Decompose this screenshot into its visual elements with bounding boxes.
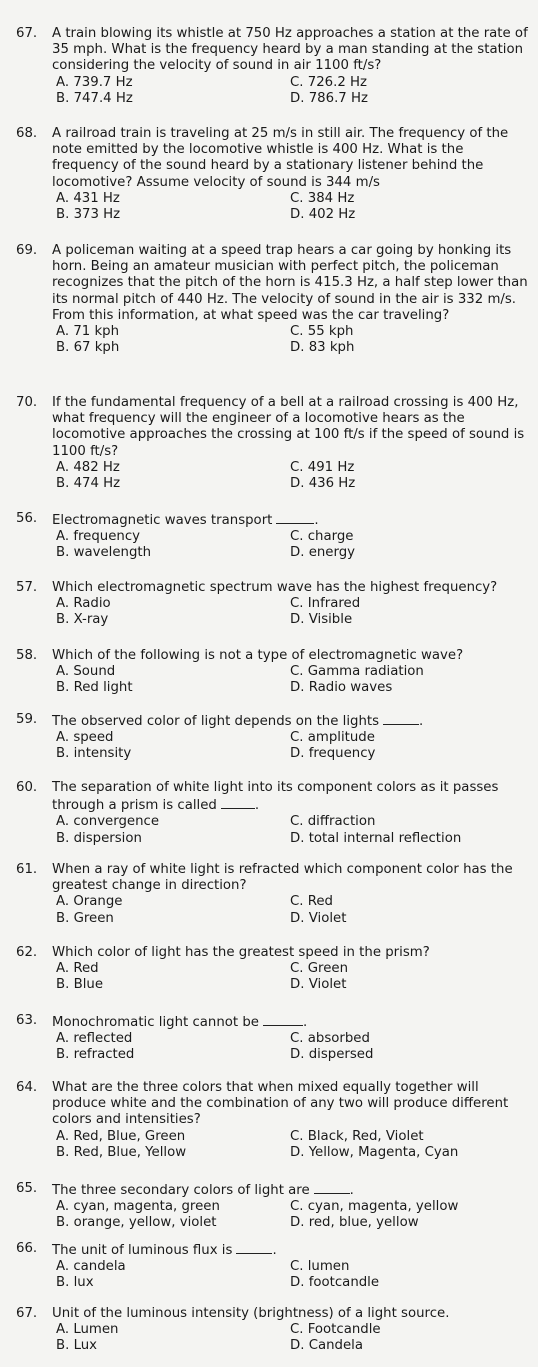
- question-text: [52, 395, 528, 460]
- question-item: [16, 1241, 528, 1292]
- question-stem: The three secondary colors of light are: [52, 1183, 310, 1198]
- question-number: 70.: [16, 395, 38, 410]
- answer-option: D. 402 Hz: [290, 207, 356, 223]
- question-item: [16, 511, 528, 562]
- question-punctuation: .: [419, 714, 424, 729]
- question-text: [52, 648, 528, 664]
- question-number: 63.: [16, 1013, 38, 1028]
- answer-option: C. Red: [290, 894, 334, 910]
- question-punctuation: .: [254, 798, 260, 814]
- answer-option: D. Radio waves: [290, 680, 393, 696]
- question-number: 66.: [16, 1241, 38, 1256]
- question-item: [16, 945, 528, 994]
- options-grid: [56, 1322, 528, 1354]
- answer-blank: [236, 1241, 272, 1254]
- question-punctuation: .: [349, 1183, 354, 1198]
- question-punctuation: .: [314, 513, 319, 528]
- question-number: 60.: [16, 780, 38, 795]
- question-number: 62.: [16, 945, 38, 960]
- question-header: [16, 1241, 528, 1259]
- options-grid: [56, 1031, 528, 1063]
- answer-blank: [221, 796, 255, 809]
- answer-option: C. Infrared: [290, 596, 361, 612]
- question-stem: The unit of luminous flux is: [52, 1243, 233, 1258]
- question-item: [16, 243, 528, 356]
- question-item: [16, 712, 528, 763]
- answer-option: D. dispersed: [290, 1047, 374, 1063]
- question-punctuation: .: [272, 1243, 277, 1258]
- options-grid: [56, 730, 528, 762]
- question-stem: A railroad train is traveling at 25 m/s in still air. The frequency of the note emitted by the locomotive whistle is 400 Hz. What is the frequency of the sound heard by a stationary listener behind the locomotive? Assume velocity of sound is 344 m/s: [52, 126, 509, 190]
- options-grid: [56, 664, 528, 696]
- answer-option: D. Yellow, Magenta, Cyan: [290, 1144, 459, 1160]
- answer-option: B. Red light: [56, 680, 133, 696]
- answer-option: C. lumen: [290, 1259, 350, 1275]
- answer-blank: [383, 712, 419, 725]
- answer-option: B. 474 Hz: [56, 476, 121, 492]
- question-item: [16, 780, 528, 847]
- answer-option: A. Red, Blue, Green: [56, 1128, 186, 1144]
- question-header: [16, 26, 528, 75]
- options-grid: [56, 814, 528, 846]
- question-number: 67.: [16, 1306, 38, 1321]
- question-item: [16, 862, 528, 927]
- answer-option: B. lux: [56, 1275, 94, 1291]
- answer-option: B. Green: [56, 910, 114, 926]
- answer-option: C. absorbed: [290, 1031, 370, 1047]
- answer-option: C. charge: [290, 529, 354, 545]
- question-item: [16, 1181, 528, 1232]
- answer-option: A. Radio: [56, 596, 111, 612]
- question-item: [16, 648, 528, 697]
- question-header: [16, 1306, 528, 1322]
- options-grid: [56, 1259, 528, 1291]
- question-number: 58.: [16, 648, 38, 663]
- question-number: 64.: [16, 1080, 38, 1095]
- question-header: [16, 1181, 528, 1199]
- question-text: [52, 1181, 528, 1199]
- answer-option: A. 739.7 Hz: [56, 74, 133, 90]
- answer-blank: [314, 1181, 350, 1194]
- answer-option: B. orange, yellow, violet: [56, 1215, 217, 1231]
- answer-option: A. cyan, magenta, green: [56, 1199, 220, 1215]
- question-text: [52, 1080, 528, 1129]
- answer-option: B. X-ray: [56, 612, 109, 628]
- question-text: [52, 712, 528, 730]
- question-header: [16, 712, 528, 730]
- answer-option: D. total internal reflection: [290, 830, 462, 846]
- question-header: [16, 243, 528, 324]
- answer-option: B. Blue: [56, 977, 104, 993]
- answer-option: D. Candela: [290, 1338, 364, 1354]
- answer-option: C. cyan, magenta, yellow: [290, 1199, 459, 1215]
- question-header: [16, 945, 528, 961]
- options-grid: [56, 596, 528, 628]
- answer-option: D. red, blue, yellow: [290, 1215, 419, 1231]
- question-text: [52, 580, 528, 596]
- answer-option: A. Red: [56, 961, 99, 977]
- answer-option: B. intensity: [56, 746, 132, 762]
- answer-option: D. Visible: [290, 612, 353, 628]
- answer-option: B. 67 kph: [56, 340, 120, 356]
- options-grid: [56, 961, 528, 993]
- question-number: 61.: [16, 862, 38, 877]
- answer-option: A. convergence: [56, 814, 160, 830]
- question-number: 56.: [16, 511, 38, 526]
- question-stem: When a ray of white light is refracted which component color has the greatest change in direction?: [52, 862, 513, 894]
- question-stem: What are the three colors that when mixed equally together will produce white and the combination of any two will produce different colors and intensities?: [52, 1080, 509, 1128]
- answer-option: D. energy: [290, 545, 356, 561]
- question-item: [16, 126, 528, 223]
- answer-option: A. 71 kph: [56, 324, 120, 340]
- question-header: [16, 1080, 528, 1129]
- question-item: [16, 1080, 528, 1161]
- question-header: [16, 126, 528, 191]
- options-grid: [56, 191, 528, 223]
- question-stem: Which of the following is not a type of electromagnetic wave?: [52, 648, 464, 663]
- question-item: [16, 26, 528, 107]
- answer-option: C. Gamma radiation: [290, 664, 424, 680]
- question-header: [16, 780, 528, 814]
- question-header: [16, 580, 528, 596]
- answer-option: D. Violet: [290, 910, 347, 926]
- options-grid: [56, 894, 528, 926]
- options-grid: [56, 460, 528, 492]
- question-item: [16, 395, 528, 492]
- answer-option: B. dispersion: [56, 830, 142, 846]
- question-number: 69.: [16, 243, 38, 258]
- question-text: [52, 26, 528, 75]
- question-number: 59.: [16, 712, 38, 727]
- options-grid: [56, 529, 528, 561]
- answer-option: B. Lux: [56, 1338, 98, 1354]
- question-stem: Which color of light has the greatest speed in the prism?: [52, 945, 430, 960]
- question-text: [52, 1013, 528, 1031]
- answer-option: B. Red, Blue, Yellow: [56, 1144, 187, 1160]
- answer-option: C. Green: [290, 961, 349, 977]
- answer-option: D. Violet: [290, 977, 347, 993]
- answer-option: A. Orange: [56, 894, 123, 910]
- answer-option: B. refracted: [56, 1047, 135, 1063]
- answer-option: D. 436 Hz: [290, 476, 356, 492]
- answer-option: C. Black, Red, Violet: [290, 1128, 424, 1144]
- question-text: [52, 243, 528, 324]
- question-stem: Electromagnetic waves transport: [52, 513, 273, 528]
- question-text: [52, 126, 528, 191]
- answer-option: A. reflected: [56, 1031, 133, 1047]
- answer-option: A. 431 Hz: [56, 190, 120, 206]
- options-grid: [56, 75, 528, 107]
- answer-option: C. 491 Hz: [290, 459, 355, 475]
- question-text: [52, 945, 528, 961]
- answer-option: A. Sound: [56, 664, 116, 680]
- question-stem: Monochromatic light cannot be: [52, 1015, 259, 1030]
- answer-blank: [276, 511, 314, 524]
- question-header: [16, 648, 528, 664]
- question-header: [16, 511, 528, 529]
- options-grid: [56, 1199, 528, 1231]
- question-stem: If the fundamental frequency of a bell at a railroad crossing is 400 Hz, what frequency will the engineer of a locomotive hears as the locomotive approaches the crossing at 100 ft/s if the speed of sound is 1100 ft/s?: [52, 395, 525, 459]
- answer-option: C. 726.2 Hz: [290, 74, 368, 90]
- question-stem: The separation of white light into its component colors as it passes through a prism is called: [52, 780, 499, 814]
- answer-option: C. diffraction: [290, 814, 376, 830]
- question-stem: A policeman waiting at a speed trap hears a car going by honking its horn. Being an amateur musician with perfect pitch, the policeman recognizes that the pitch of the horn is 415.3 Hz, a half step lower than its normal pitch of 440 Hz. The velocity of sound in the air is 332 m/s. From this information, at what speed was the car traveling?: [52, 243, 528, 323]
- answer-option: B. 747.4 Hz: [56, 90, 133, 106]
- answer-option: A. speed: [56, 730, 114, 746]
- answer-option: D. frequency: [290, 746, 376, 762]
- answer-option: D. 83 kph: [290, 340, 355, 356]
- answer-option: C. 55 kph: [290, 324, 354, 340]
- question-number: 67.: [16, 26, 38, 41]
- question-text: [52, 511, 528, 529]
- answer-option: D. footcandle: [290, 1275, 380, 1291]
- answer-option: D. 786.7 Hz: [290, 90, 368, 106]
- answer-blank: [263, 1013, 303, 1026]
- answer-option: B. wavelength: [56, 545, 152, 561]
- answer-option: C. Footcandle: [290, 1322, 381, 1338]
- question-number: 57.: [16, 580, 38, 595]
- question-number: 68.: [16, 126, 38, 141]
- question-text: [52, 1306, 528, 1322]
- question-text: [52, 1241, 528, 1259]
- question-item: [16, 1306, 528, 1355]
- answer-option: A. candela: [56, 1259, 126, 1275]
- question-punctuation: .: [302, 1015, 308, 1030]
- question-header: [16, 395, 528, 460]
- question-stem: A train blowing its whistle at 750 Hz approaches a station at the rate of 35 mph. What is the frequency heard by a man standing at the station considering the velocity of sound in air 1100 ft/s?: [52, 26, 528, 74]
- question-text: [52, 780, 528, 814]
- question-item: [16, 1013, 528, 1064]
- answer-option: B. 373 Hz: [56, 207, 121, 223]
- question-text: [52, 862, 528, 894]
- options-grid: [56, 324, 528, 356]
- question-header: [16, 862, 528, 894]
- question-stem: Which electromagnetic spectrum wave has the highest frequency?: [52, 580, 498, 595]
- answer-option: A. frequency: [56, 529, 141, 545]
- question-stem: Unit of the luminous intensity (brightness) of a light source.: [52, 1306, 450, 1321]
- question-item: [16, 580, 528, 629]
- question-stem: The observed color of light depends on the lights: [52, 714, 380, 729]
- question-header: [16, 1013, 528, 1031]
- question-number: 65.: [16, 1181, 38, 1196]
- answer-option: A. 482 Hz: [56, 459, 120, 475]
- answer-option: C. 384 Hz: [290, 190, 355, 206]
- answer-option: A. Lumen: [56, 1322, 119, 1338]
- answer-option: C. amplitude: [290, 730, 375, 746]
- options-grid: [56, 1129, 528, 1161]
